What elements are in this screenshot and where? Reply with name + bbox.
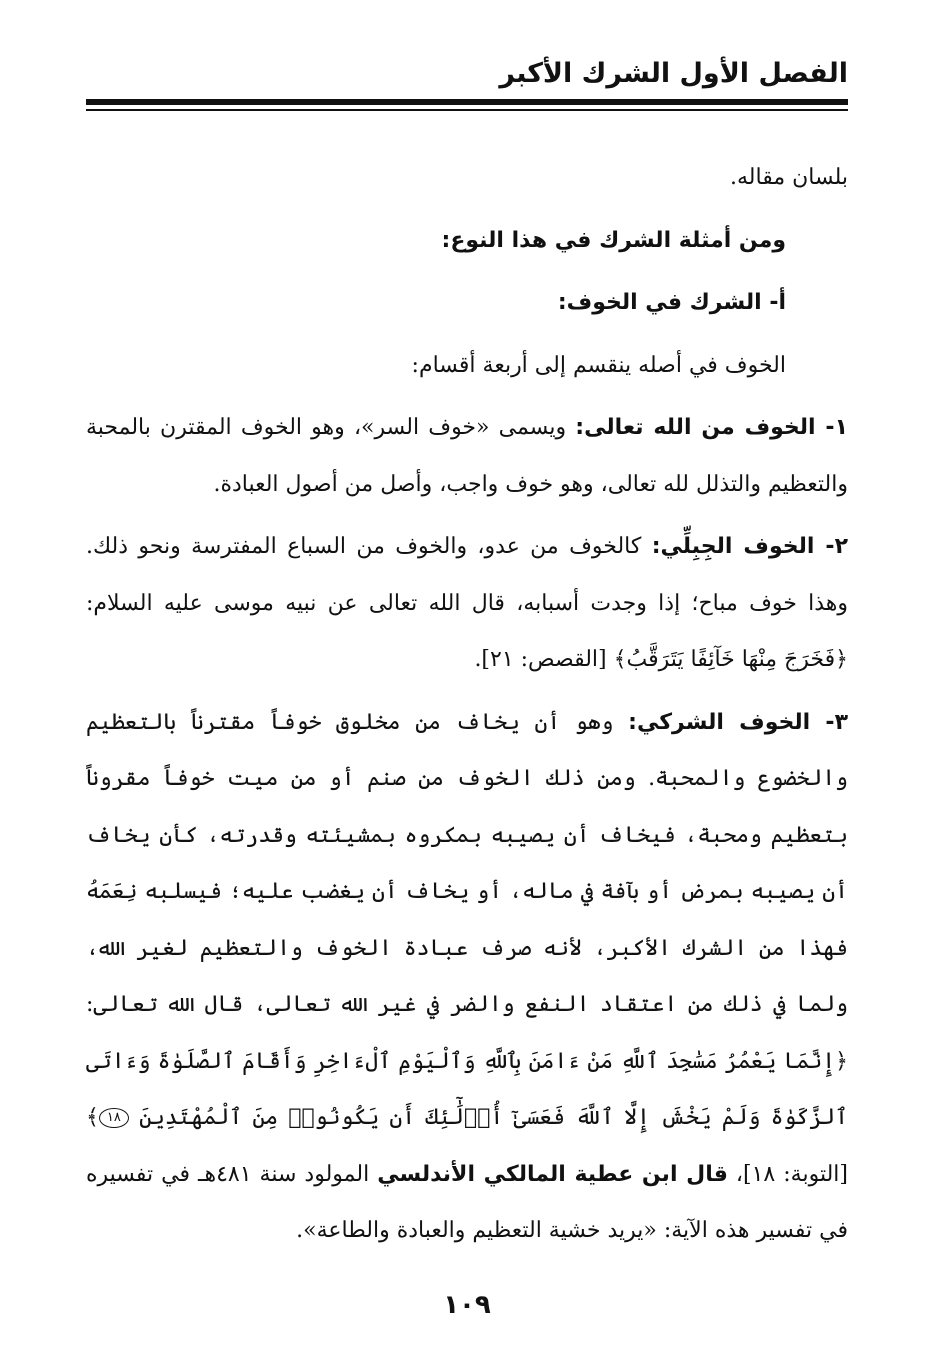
quran-verse-close: ﴾ [86,1105,99,1130]
text: بلسان مقاله. [730,165,848,190]
item-3-label: ٣- الخوف الشركي: [628,709,848,735]
item-2-label: ٢- الخوف الجِبِلِّي: [651,534,849,559]
heading-text: ومن أمثلة الشرك في هذا النوع: [441,227,786,253]
paragraph-item-2 [86,519,848,689]
heading-text: أ- الشرك في الخوف: [557,290,786,315]
text: الخوف في أصله ينقسم إلى أربعة أقسام: [411,352,786,378]
paragraph-heading-examples [86,213,848,270]
item-2-text: كالخوف من عدو، والخوف من السباع المفترسة ونحو ذلك. وهذا خوف مباح؛ إذا وجدت أسبابه، قال الله تعالى عن نبيه موسى عليه السلام: [86,534,848,616]
ayah-number-mark: ١٨ [99,1108,129,1128]
body-text [86,150,848,1260]
item-1-label: ١- الخوف من الله تعالى: [575,415,848,440]
item-3-text: وهو أن يخاف من مخلوق خوفاً مقترناً بالتعظيم والخضوع والمحبة. ومن ذلك الخوف من صنم أو من ميت خوفاً مقروناً بتعظيم ومحبة، فيخاف أن يصيبه بمكروه بمشيئته وقدرته، كأن يخاف أن يصيبه بمرض أو بآفة في ماله، أو يخاف أن يغضب عليه؛ فيسلبه نِعَمَهُ فهذا من الشرك الأكبر، لأنه صرف عبادة الخوف والتعظيم لغير الله، ولما في ذلك من اعتقاد النفع والضر في غير الله تعالى، قال الله تعالى: [86,709,848,1017]
item-3-text-continued: المولود سنة ٤٨١هـ في تفسيره في تفسير هذه الآية: «يريد خشية التعظيم والعبادة والطاعة». [86,1161,848,1243]
paragraph-item-3 [86,695,848,1260]
verse-reference: [التوبة: ١٨]، [727,1161,848,1187]
running-header-title: الفصل الأول الشرك الأكبر [499,58,848,89]
paragraph-intro-fear [86,338,848,395]
item-1-text: ويسمى «خوف السر»، وهو الخوف المقترن بالمحبة والتعظيم والتذلل لله تعالى، وهو خوف واجب، وأصل من أصول العبادة. [86,415,848,497]
header-rule-thin [86,109,848,111]
paragraph-item-1 [86,400,848,513]
section-heading-fear [86,275,848,332]
quran-verse: ﴿فَخَرَجَ مِنْهَا خَآئِفًا يَتَرَقَّبُ﴾ [613,647,848,672]
header-rule-thick [86,99,848,105]
paragraph-continuation [86,150,848,207]
scholar-name: قال ابن عطية المالكي الأندلسي [377,1161,728,1187]
verse-reference: [القصص: ٢١]. [474,647,614,672]
quran-verse: ﴿إِنَّمَا يَعْمُرُ مَسَٰجِدَ ٱللَّهِ مَنْ ءَامَنَ بِٱللَّهِ وَٱلْيَوْمِ ٱلْءَاخِرِ وَأَقَامَ ٱلصَّلَوٰةَ وَءَاتَى ٱلزَّكَوٰةَ وَلَمْ يَخْشَ إِلَّا ٱللَّهَ فَعَسَىٰٓ أُو۟لَٰٓئِكَ أَن يَكُونُوا۟ مِنَ ٱلْمُهْتَدِينَ [86,1048,848,1130]
page-number: ١٠٩ [443,1290,491,1320]
